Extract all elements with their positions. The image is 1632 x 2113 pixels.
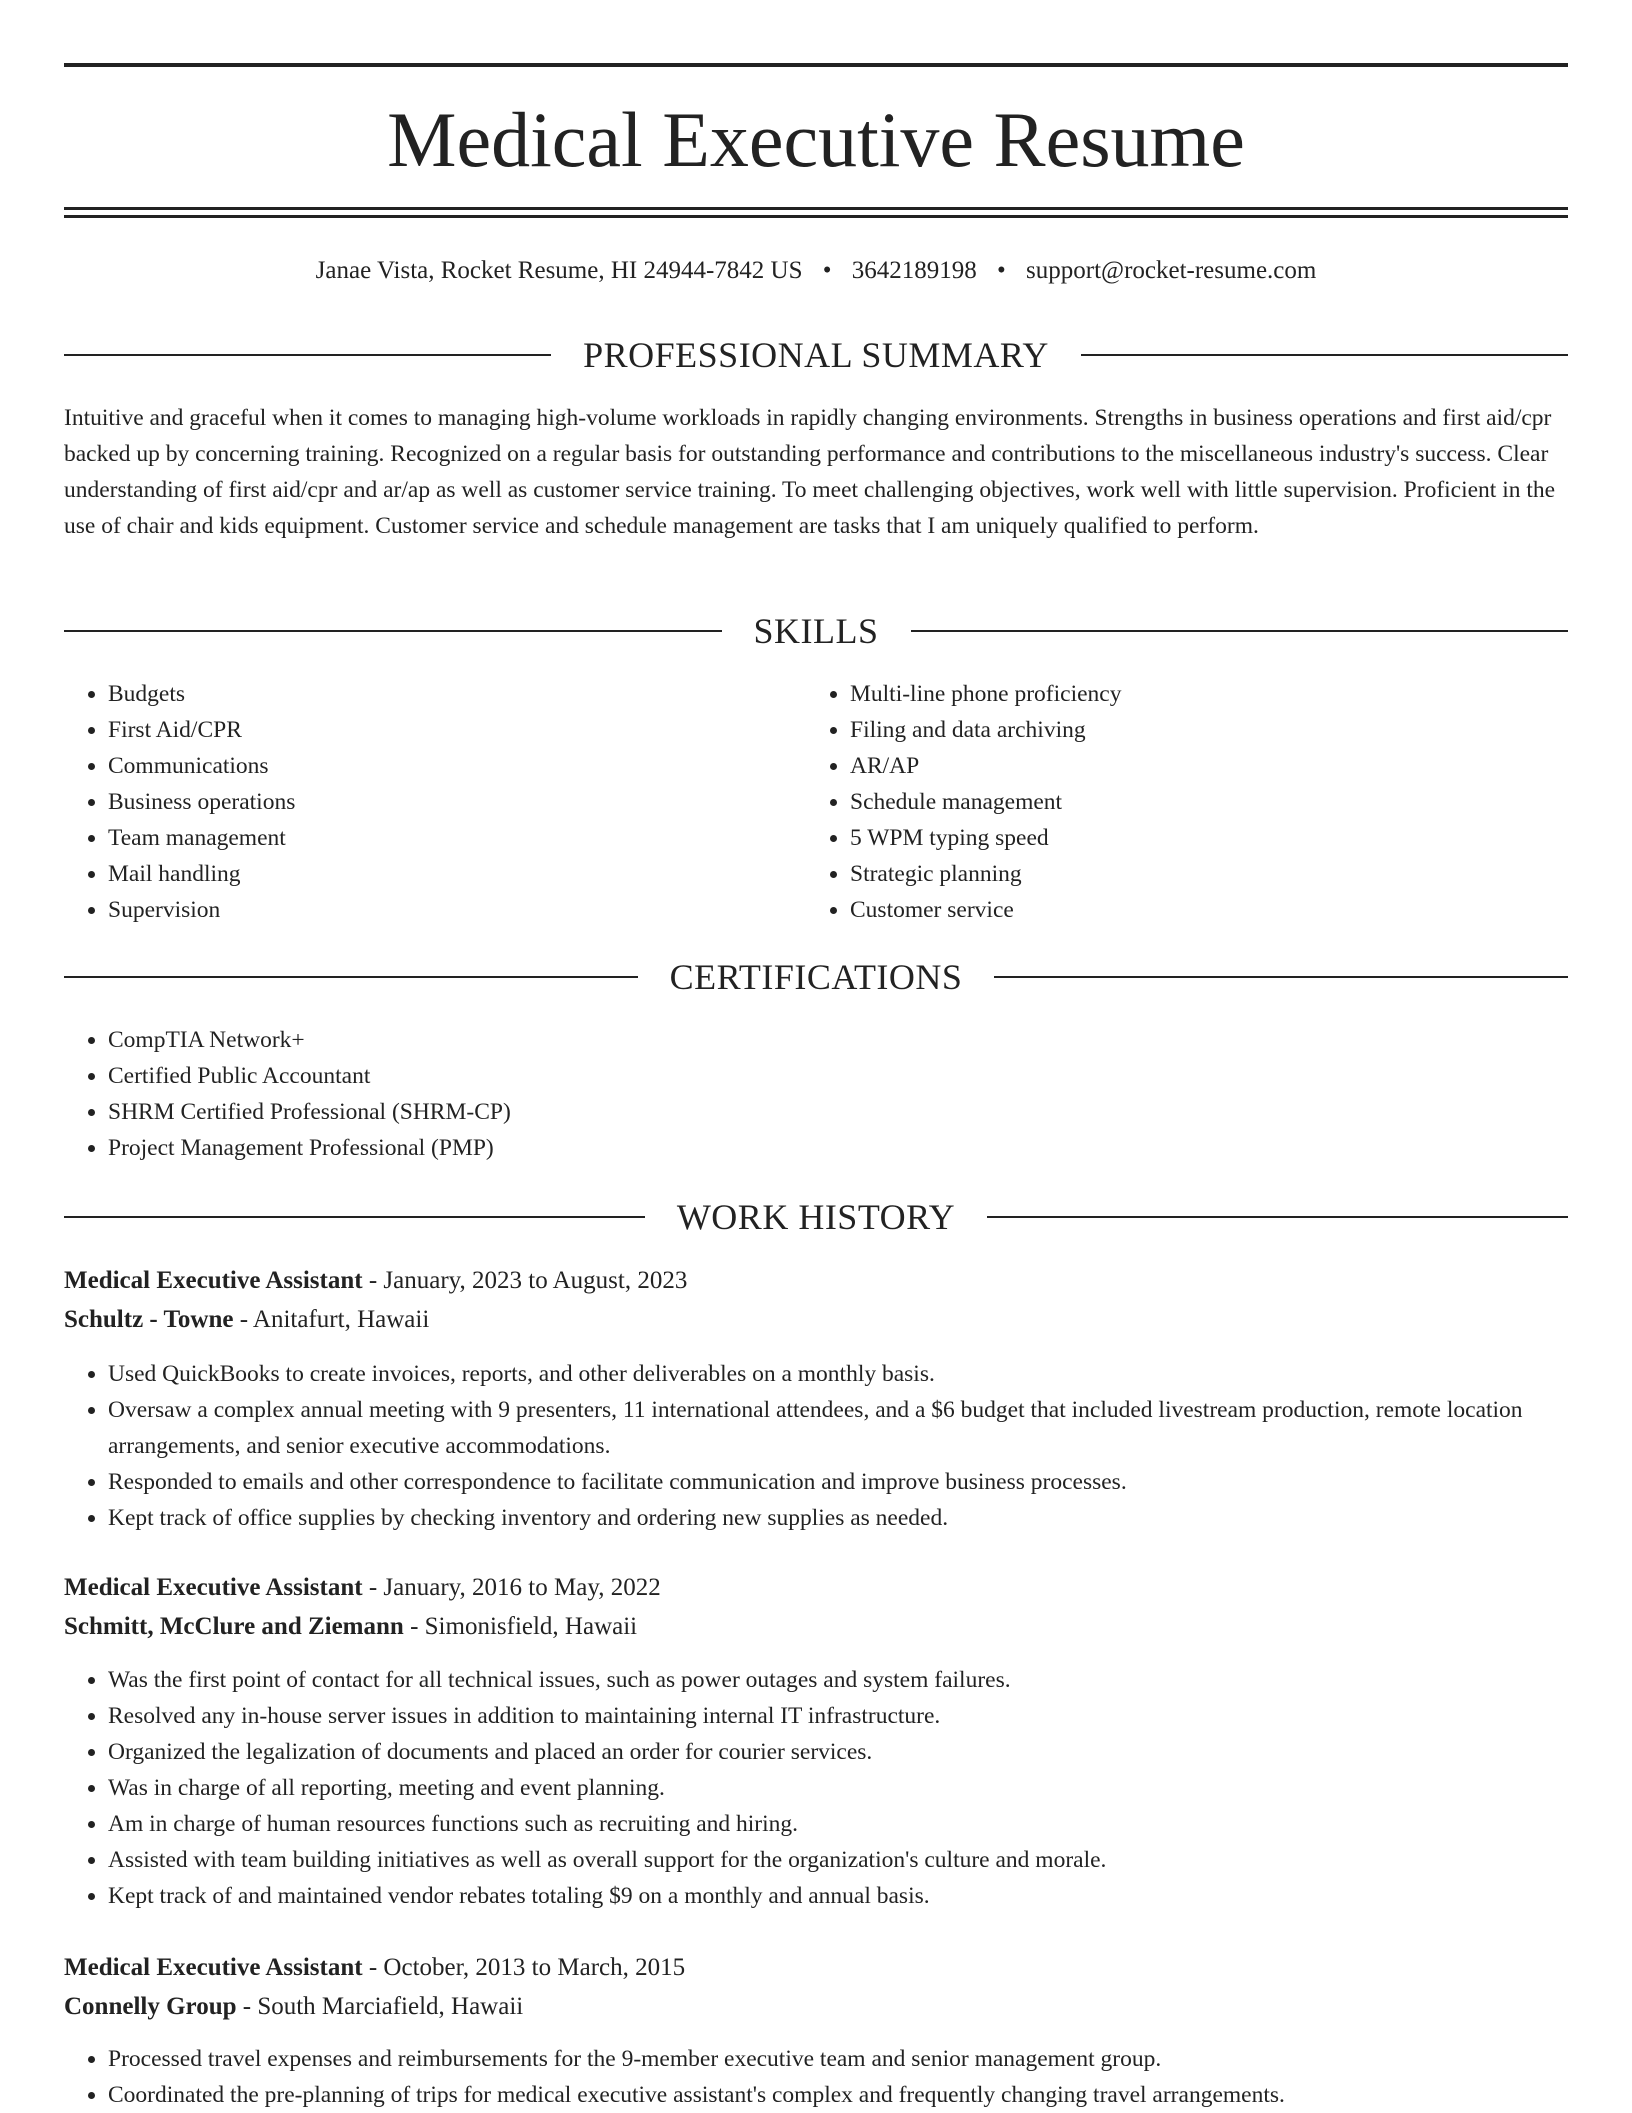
skill-item: • Schedule management	[850, 784, 1546, 820]
job-location: - South Marciafield, Hawaii	[236, 1993, 524, 2020]
job-bullet: • Kept track of and maintained vendor rebates totaling $9 on a monthly and annual basis.	[108, 1878, 1568, 1914]
job-bullet-list	[64, 2041, 1568, 2113]
job-title-line	[64, 1950, 1568, 1986]
section-rule	[64, 354, 551, 356]
skills-column-right	[806, 676, 1546, 928]
job-bullet: • Was the first point of contact for all technical issues, such as power outages and system failures.	[108, 1662, 1568, 1698]
contact-address: Janae Vista, Rocket Resume, HI 24944-7842 US	[315, 257, 803, 284]
certifications-list	[64, 1022, 1568, 1166]
section-rule	[64, 976, 638, 978]
contact-line	[64, 255, 1568, 287]
certification-item: • SHRM Certified Professional (SHRM-CP)	[108, 1094, 1568, 1130]
section-header-summary	[64, 333, 1568, 377]
job-title: Medical Executive Assistant	[64, 1267, 363, 1294]
section-title: PROFESSIONAL SUMMARY	[583, 335, 1049, 375]
job-bullet: • Assisted with team building initiatives as well as overall support for the organization's culture and morale.	[108, 1842, 1568, 1878]
skill-item: • Budgets	[108, 676, 764, 712]
job-bullet: • Oversaw a complex annual meeting with 9 presenters, 11 international attendees, and a $6 budget that included livestream production, remote location arrangements, and senior executive accommodations.	[108, 1392, 1568, 1464]
job-bullet: • Was in charge of all reporting, meeting and event planning.	[108, 1770, 1568, 1806]
job-bullet-list	[64, 1662, 1568, 1914]
job-bullets	[64, 2041, 1568, 2113]
skill-item: • Multi-line phone proficiency	[850, 676, 1546, 712]
job-bullets	[64, 1662, 1568, 1914]
job-bullet: • Used QuickBooks to create invoices, reports, and other deliverables on a monthly basis.	[108, 1356, 1568, 1392]
skill-item: • Mail handling	[108, 856, 764, 892]
job-location: - Simonisfield, Hawaii	[403, 1613, 638, 1640]
title-rule-upper	[64, 207, 1568, 210]
job-bullet: • Organized the legalization of documents and placed an order for courier services.	[108, 1734, 1568, 1770]
job-bullet: • Responded to emails and other correspondence to facilitate communication and improve business processes.	[108, 1464, 1568, 1500]
section-title: CERTIFICATIONS	[669, 957, 963, 997]
summary-text: Intuitive and graceful when it comes to managing high-volume workloads in rapidly changing environments. Strengths in business operations and first aid/cpr backed up by concerning training. Recognized on a regular basis for outstanding performance and contributions to the miscellaneous industry's success. Clear understanding of first aid/cpr and ar/ap as well as customer service training. To meet challenging objectives, work well with little supervision. Proficient in the use of chair and kids equipment. Customer service and schedule management are tasks that I am uniquely qualified to perform.	[64, 405, 1556, 539]
job-title-line	[64, 1570, 1568, 1606]
section-rule	[64, 1216, 645, 1218]
skill-item: • Filing and data archiving	[850, 712, 1546, 748]
resume-title: Medical Executive Resume	[387, 96, 1245, 183]
job-bullet: • Coordinated the pre-planning of trips for medical executive assistant's complex and frequently changing travel arrangements.	[108, 2077, 1568, 2113]
job-location: - Anitafurt, Hawaii	[233, 1306, 430, 1333]
section-header-skills	[64, 609, 1568, 653]
job-dates: - January, 2023 to August, 2023	[362, 1267, 688, 1294]
skill-item: • Business operations	[108, 784, 764, 820]
job-bullet-list	[64, 1356, 1568, 1536]
skills-column-left	[64, 676, 764, 928]
job-company-line	[64, 1302, 1568, 1338]
skills-list-right	[806, 676, 1546, 928]
job-dates: - October, 2013 to March, 2015	[362, 1954, 686, 1981]
skill-item: • Team management	[108, 820, 764, 856]
skill-item: • Strategic planning	[850, 856, 1546, 892]
skill-item: • First Aid/CPR	[108, 712, 764, 748]
section-header-certifications	[64, 955, 1568, 999]
job-bullets	[64, 1356, 1568, 1536]
section-rule	[994, 976, 1568, 978]
skill-item: • Customer service	[850, 892, 1546, 928]
section-title: WORK HISTORY	[676, 1197, 956, 1237]
job-company: Connelly Group	[64, 1993, 237, 2020]
job-company: Schmitt, McClure and Ziemann	[64, 1613, 404, 1640]
job-bullet: • Kept track of office supplies by checking inventory and ordering new supplies as needed.	[108, 1500, 1568, 1536]
skill-item: • Supervision	[108, 892, 764, 928]
job-bullet: • Resolved any in-house server issues in addition to maintaining internal IT infrastructure.	[108, 1698, 1568, 1734]
skill-item: • AR/AP	[850, 748, 1546, 784]
job-title: Medical Executive Assistant	[64, 1574, 363, 1601]
certifications-block	[64, 1022, 1568, 1166]
job-company-line	[64, 1989, 1568, 2025]
section-rule	[1081, 354, 1568, 356]
contact-email: support@rocket-resume.com	[1026, 257, 1317, 284]
skill-item: • 5 WPM typing speed	[850, 820, 1546, 856]
title-rule-lower	[64, 215, 1568, 218]
job-title-line	[64, 1263, 1568, 1299]
job-company: Schultz - Towne	[64, 1306, 234, 1333]
job-dates: - January, 2016 to May, 2022	[362, 1574, 661, 1601]
job-title: Medical Executive Assistant	[64, 1954, 363, 1981]
job-bullet: • Processed travel expenses and reimbursements for the 9-member executive team and senior management group.	[108, 2041, 1568, 2077]
contact-separator: •	[822, 257, 832, 284]
top-rule	[64, 63, 1568, 67]
certification-item: • CompTIA Network+	[108, 1022, 1568, 1058]
job-bullet: • Am in charge of human resources functions such as recruiting and hiring.	[108, 1806, 1568, 1842]
section-rule	[911, 630, 1569, 632]
certification-item: • Project Management Professional (PMP)	[108, 1130, 1568, 1166]
skills-list-left	[64, 676, 764, 928]
section-title: SKILLS	[753, 611, 879, 651]
contact-separator: •	[997, 257, 1006, 284]
section-header-work	[64, 1195, 1568, 1239]
job-company-line	[64, 1609, 1568, 1645]
section-rule	[987, 1216, 1568, 1218]
skill-item: • Communications	[108, 748, 764, 784]
certification-item: • Certified Public Accountant	[108, 1058, 1568, 1094]
section-rule	[64, 630, 722, 632]
contact-phone: 3642189198	[851, 257, 977, 284]
